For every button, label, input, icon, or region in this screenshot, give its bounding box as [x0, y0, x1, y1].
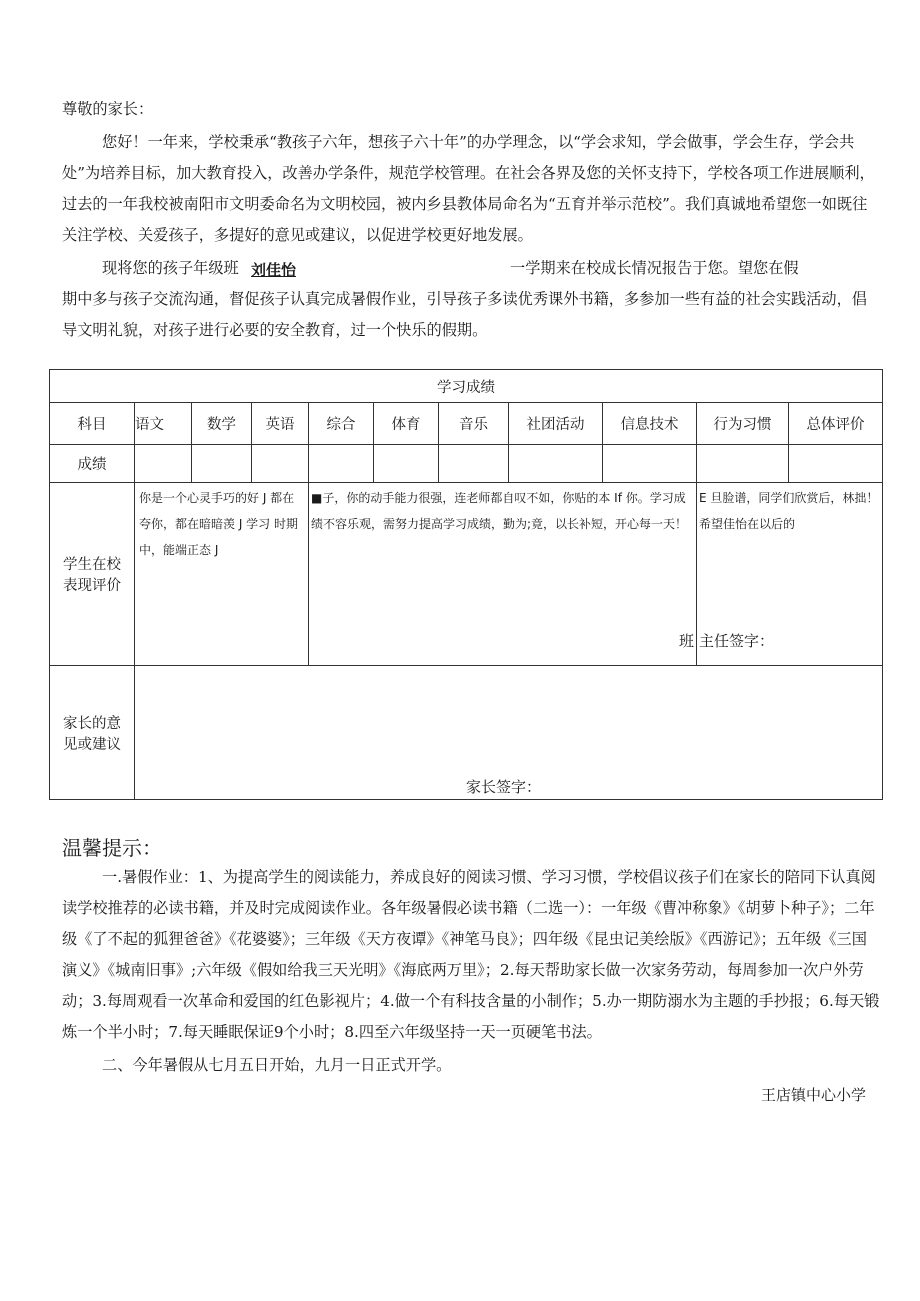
score-label: 成绩 — [50, 445, 135, 483]
subject-chinese: 语文 — [135, 403, 192, 445]
parent-opinion-label-line-2: 见或建议 — [63, 736, 121, 753]
subject-overall: 总体评价 — [789, 403, 883, 445]
evaluation-comment-b: ■子，你的动手能力很强，连老师都自叹不如，你贴的本 If 你。学习成绩不容乐观，需努力提高学习成绩，勤为;竟，以长补短，开心每一天！ — [311, 491, 688, 531]
score-cell — [603, 445, 697, 483]
teacher-signature: 主任签字： — [699, 632, 775, 650]
score-cell — [789, 445, 883, 483]
parent-opinion-label — [50, 666, 135, 800]
student-name: 刘佳怡 — [251, 261, 297, 279]
subject-clubs: 社团活动 — [509, 403, 603, 445]
evaluation-comment-a-cell — [135, 483, 309, 666]
score-cell — [439, 445, 509, 483]
score-cell — [192, 445, 252, 483]
score-cell — [509, 445, 603, 483]
subject-it: 信息技术 — [603, 403, 697, 445]
subject-math: 数学 — [192, 403, 252, 445]
tips-item-1: 一.暑假作业：1、为提高学生的阅读能力，养成良好的阅读习惯、学习习惯，学校倡议孩子们在家长的陪同下认真阅读学校推荐的必读书籍，并及时完成阅读作业。各年级暑假必读书籍（二选一）：一年级《曹冲称象》《胡萝卜种子》；二年级《了不起的狐狸爸爸》《花婆婆》；三年级《天方夜谭》《神笔马良》；四年级《昆虫记美绘版》《西游记》；五年级《三国演义》《城南旧事》;六年级《假如给我三天光明》《海底两万里》；2.每天帮助家长做一次家务劳动，每周参加一次户外劳动；3.每周观看一次革命和爱国的红色影视片；4.做一个有科技含量的小制作；5.办一期防溺水为主题的手抄报；6.每天锻炼一个半小时；7.每天睡眠保证9个小时；8.四至六年级坚持一天一页硬笔书法。 — [62, 868, 880, 1041]
parent-signature: 家长签字： — [466, 778, 542, 796]
letter-paragraph-2-rest: 期中多与孩子交流沟通，督促孩子认真完成暑假作业，引导孩子多读优秀课外书籍，多参加一些有益的社会实践活动，倡导文明礼貌，对孩子进行必要的安全教育，过一个快乐的假期。 — [62, 290, 867, 339]
evaluation-comment-c-cell — [697, 483, 883, 666]
evaluation-comment-a: 你是一个心灵手巧的好 J 都在夸你，都在暗暗羡 J 学习 时期中，能端正态 J — [139, 491, 298, 557]
evaluation-comment-b-cell — [309, 483, 697, 666]
subject-music: 音乐 — [439, 403, 509, 445]
tips-title: 温馨提示： — [62, 836, 162, 860]
score-cell — [374, 445, 439, 483]
letter-paragraph-1: 您好！一年来，学校秉承“教孩子六年，想孩子六十年”的办学理念，以“学会求知，学会做事，学会生存，学会共处”为培养目标，加大教育投入，改善办学条件，规范学校管理。在社会各界及您的关怀支持下，学校各项工作进展顺利，过去的一年我校被南阳市文明委命名为文明校园，被内乡县教体局命名为“五育并举示范校”。我们真诚地希望您一如既往关注学校、关爱孩子，多提好的意见或建议，以促进学校更好地发展。 — [62, 133, 875, 244]
subject-header: 科目 — [50, 403, 135, 445]
letter-paragraph-2-suffix: 一学期来在校成长情况报告于您。望您在假 — [510, 259, 799, 277]
evaluation-comment-c: E 旦脸谱，同学们欣赏后，林拙！希望佳怡在以后的 — [699, 491, 879, 531]
score-cell — [252, 445, 309, 483]
tips-item-2: 二、今年暑假从七月五日开始，九月一日正式开学。 — [102, 1056, 452, 1074]
evaluation-label-line-2: 表现评价 — [63, 578, 121, 594]
score-cell — [135, 445, 192, 483]
subject-english: 英语 — [252, 403, 309, 445]
subject-pe: 体育 — [374, 403, 439, 445]
parent-opinion-cell — [135, 666, 883, 800]
score-cell — [697, 445, 789, 483]
subject-general: 综合 — [309, 403, 374, 445]
evaluation-label-line-1: 学生在校 — [63, 557, 121, 573]
letter-paragraph-2-prefix: 现将您的孩子年级班 — [102, 259, 239, 277]
school-signature: 王店镇中心小学 — [760, 1086, 866, 1104]
table-title: 学习成绩 — [50, 370, 883, 403]
salutation: 尊敬的家长： — [62, 100, 154, 118]
teacher-sign-prefix: 班 — [678, 632, 694, 650]
report-table — [49, 369, 883, 800]
score-cell — [309, 445, 374, 483]
subject-behavior: 行为习惯 — [697, 403, 789, 445]
evaluation-label — [50, 483, 135, 666]
parent-opinion-label-line-1: 家长的意 — [63, 715, 121, 732]
